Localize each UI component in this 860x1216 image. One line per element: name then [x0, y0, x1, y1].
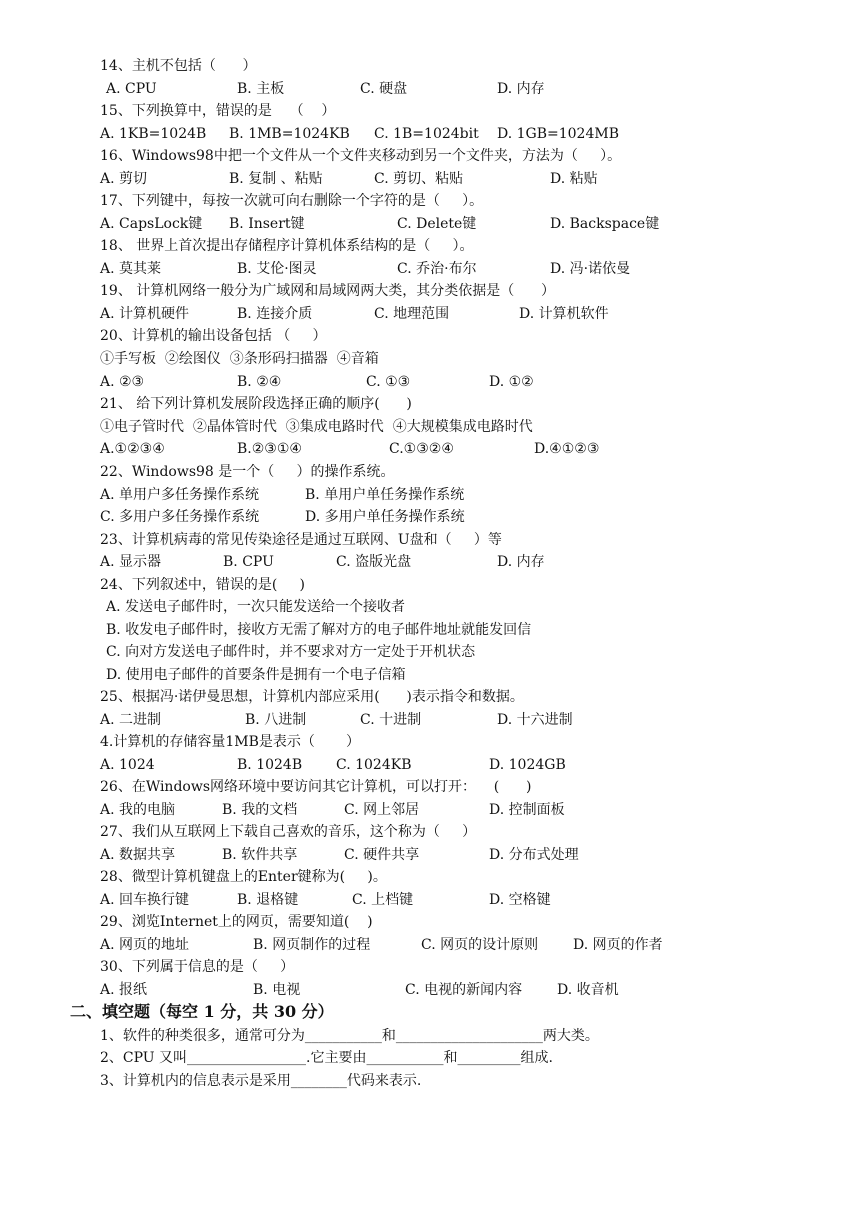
question-stem: 28、微型计算机键盘上的Enter键称为( )。	[100, 869, 387, 885]
answer-option: A. 显示器	[100, 554, 162, 570]
answer-option: B. Insert键	[229, 216, 305, 232]
answer-option: D. 1GB=1024MB	[497, 126, 619, 142]
question-stem: 20、计算机的输出设备包括 （ ）	[100, 328, 327, 344]
answer-option: A. 我的电脑	[100, 802, 176, 818]
answer-option: C. 向对方发送电子邮件时，并不要求对方一定处于开机状态	[106, 644, 476, 660]
question-stem: 14、主机不包括（ ）	[100, 58, 257, 74]
answer-option: A. 二进制	[100, 712, 162, 728]
answer-option: B. 复制 、粘贴	[229, 171, 323, 187]
answer-option: A. 数据共享	[100, 847, 176, 863]
answer-option: C. 多用户多任务操作系统	[100, 509, 260, 525]
answer-option: C. 地理范围	[374, 306, 450, 322]
answer-option: D. 冯·诺依曼	[550, 261, 631, 277]
answer-option: B.②③①④	[237, 441, 302, 457]
answer-option: A. 发送电子邮件时，一次只能发送给一个接收者	[106, 599, 406, 615]
answer-option: D. 控制面板	[489, 802, 565, 818]
fill-blank-item: 3、计算机内的信息表示是采用________代码来表示.	[100, 1073, 422, 1089]
answer-option: C. 电视的新闻内容	[405, 982, 523, 998]
question-stem: 30、下列属于信息的是（ ）	[100, 959, 295, 975]
answer-option: A. ②③	[100, 374, 145, 390]
answer-option: B. 网页制作的过程	[253, 937, 371, 953]
question-stem: 24、下列叙述中，错误的是( )	[100, 577, 305, 593]
answer-option: D. 空格键	[489, 892, 551, 908]
answer-option: D. 多用户单任务操作系统	[305, 509, 465, 525]
answer-option: C. 1024KB	[336, 757, 412, 773]
answer-option: B. 1024B	[237, 757, 303, 773]
answer-option: A. 报纸	[100, 982, 148, 998]
question-stem: 27、我们从互联网上下载自己喜欢的音乐，这个称为（ ）	[100, 824, 477, 840]
answer-option: B. 连接介质	[237, 306, 313, 322]
answer-option: C. 剪切、粘贴	[374, 171, 464, 187]
fill-blank-item: 1、软件的种类很多，通常可分为___________和_____________________两大类。	[100, 1028, 599, 1044]
answer-option: B. 收发电子邮件时，接收方无需了解对方的电子邮件地址就能发回信	[106, 622, 532, 638]
answer-option: C. 硬盘	[360, 81, 408, 97]
answer-option: C.①③②④	[389, 441, 454, 457]
fill-blank-item: 2、CPU 又叫_________________.它主要由___________和_________组成.	[100, 1050, 553, 1066]
answer-option: B. 我的文档	[222, 802, 298, 818]
question-stem: 18、 世界上首次提出存储程序计算机体系结构的是（ ）。	[100, 238, 474, 254]
answer-option: D. 使用电子邮件的首要条件是拥有一个电子信箱	[106, 667, 406, 683]
answer-option: B. CPU	[223, 554, 274, 570]
answer-option: A. 1KB=1024B	[100, 126, 207, 142]
section-heading: 二、填空题（每空 1 分，共 30 分）	[70, 1002, 334, 1021]
answer-option: C. Delete键	[397, 216, 477, 232]
question-stem: 16、Windows98中把一个文件从一个文件夹移动到另一个文件夹，方法为（ ）。	[100, 148, 622, 164]
answer-option: C. 网上邻居	[344, 802, 420, 818]
answer-option: B. 1MB=1024KB	[229, 126, 350, 142]
answer-option: C. 盗版光盘	[336, 554, 412, 570]
answer-option: B. 软件共享	[222, 847, 298, 863]
answer-option: A. 单用户多任务操作系统	[100, 487, 260, 503]
answer-option: D. Backspace键	[550, 216, 660, 232]
answer-option: C. ①③	[366, 374, 411, 390]
answer-option: A. 剪切	[100, 171, 148, 187]
answer-option: B. 主板	[237, 81, 285, 97]
answer-option: A. 网页的地址	[100, 937, 190, 953]
answer-option: C. 1B=1024bit	[374, 126, 479, 142]
answer-option: A. 计算机硬件	[100, 306, 190, 322]
question-sub: ①电子管时代 ②晶体管时代 ③集成电路时代 ④大规模集成电路时代	[100, 419, 533, 435]
answer-option: C. 上档键	[352, 892, 414, 908]
answer-option: D. 计算机软件	[519, 306, 609, 322]
answer-option: A. 回车换行键	[100, 892, 190, 908]
answer-option: A.①②③④	[100, 441, 165, 457]
question-stem: 22、Windows98 是一个（ ）的操作系统。	[100, 464, 395, 480]
answer-option: D. 粘贴	[550, 171, 598, 187]
answer-option: D. 内存	[497, 81, 545, 97]
answer-option: B. 八进制	[245, 712, 307, 728]
answer-option: C. 硬件共享	[344, 847, 420, 863]
answer-option: C. 网页的设计原则	[421, 937, 539, 953]
answer-option: D. ①②	[489, 374, 534, 390]
question-stem: 23、计算机病毒的常见传染途径是通过互联网、U盘和（ ）等	[100, 532, 502, 548]
answer-option: B. 艾伦·图灵	[237, 261, 317, 277]
question-stem: 4.计算机的存储容量1MB是表示（ ）	[100, 734, 361, 750]
answer-option: D. 收音机	[557, 982, 619, 998]
question-stem: 21、 给下列计算机发展阶段选择正确的顺序( )	[100, 396, 412, 412]
answer-option: A. CapsLock键	[100, 216, 203, 232]
answer-option: B. ②④	[237, 374, 282, 390]
answer-option: A. 莫其莱	[100, 261, 162, 277]
answer-option: D. 内存	[497, 554, 545, 570]
answer-option: A. CPU	[106, 81, 157, 97]
answer-option: D. 十六进制	[497, 712, 573, 728]
answer-option: C. 十进制	[360, 712, 422, 728]
answer-option: B. 电视	[253, 982, 301, 998]
answer-option: B. 单用户单任务操作系统	[305, 487, 465, 503]
question-stem: 17、下列键中，每按一次就可向右删除一个字符的是（ ）。	[100, 193, 484, 209]
answer-option: D. 1024GB	[489, 757, 566, 773]
question-sub: ①手写板 ②绘图仪 ③条形码扫描器 ④音箱	[100, 351, 379, 367]
answer-option: C. 乔治·布尔	[397, 261, 477, 277]
answer-option: B. 退格键	[237, 892, 299, 908]
answer-option: D.④①②③	[534, 441, 600, 457]
question-stem: 15、下列换算中，错误的是 （ ）	[100, 103, 336, 119]
question-stem: 29、浏览Internet上的网页，需要知道( )	[100, 914, 373, 930]
question-stem: 26、在Windows网络环境中要访问其它计算机，可以打开： ( )	[100, 779, 532, 795]
answer-option: D. 网页的作者	[573, 937, 663, 953]
answer-option: A. 1024	[100, 757, 155, 773]
answer-option: D. 分布式处理	[489, 847, 579, 863]
question-stem: 19、 计算机网络一般分为广域网和局域网两大类，其分类依据是（ ）	[100, 283, 555, 299]
question-stem: 25、根据冯·诺伊曼思想，计算机内部应采用( )表示指令和数据。	[100, 689, 524, 705]
